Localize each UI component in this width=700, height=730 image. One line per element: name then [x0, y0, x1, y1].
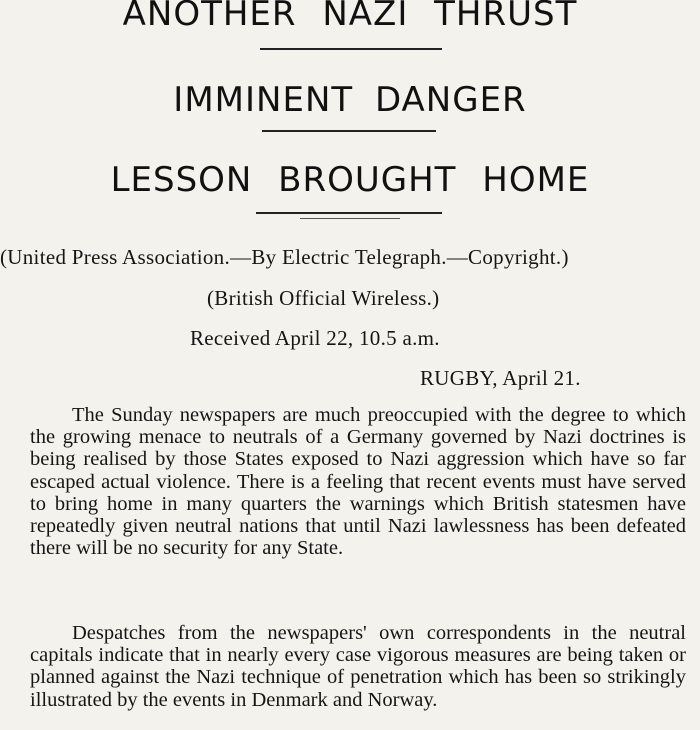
headline-line-3: LESSON BROUGHT HOME	[110, 160, 590, 200]
paragraph-2-text: Despatches from the newspapers' own correspondents in the neutral capitals indicate that in nearly every case vigorous measures are being taken or planned against the Nazi technique of penetration which has been so strikingly illustrated by the events in Denmark and Norway.	[30, 622, 686, 711]
headline-rule-3	[256, 212, 442, 214]
headline-rule-2	[262, 130, 436, 132]
article-paragraph-2	[30, 622, 686, 711]
paragraph-1-text: The Sunday newspapers are much preoccupied with the degree to which the growing menace to neutrals of a Germany governed by Nazi doctrines is being realised by those States exposed to Nazi aggression which have so far escaped actual violence. There is a feeling that recent events must have served to bring home in many quarters the warnings which British statesmen have repeatedly given neutral nations that until Nazi lawlessness has been defeated there will be no security for any State.	[30, 404, 686, 560]
headline-line-2: IMMINENT DANGER	[173, 80, 527, 120]
press-credit: (United Press Association.—By Electric Telegraph.—Copyright.)	[0, 245, 569, 269]
article-paragraph-1	[30, 404, 686, 559]
headline-rule-1	[260, 48, 442, 50]
received-line: Received April 22, 10.5 a.m.	[190, 326, 440, 350]
dateline: RUGBY, April 21.	[420, 366, 581, 390]
headline-rule-3-short	[300, 218, 400, 219]
headline-line-1: ANOTHER NAZI THRUST	[122, 0, 578, 34]
source-line: (British Official Wireless.)	[207, 286, 440, 310]
